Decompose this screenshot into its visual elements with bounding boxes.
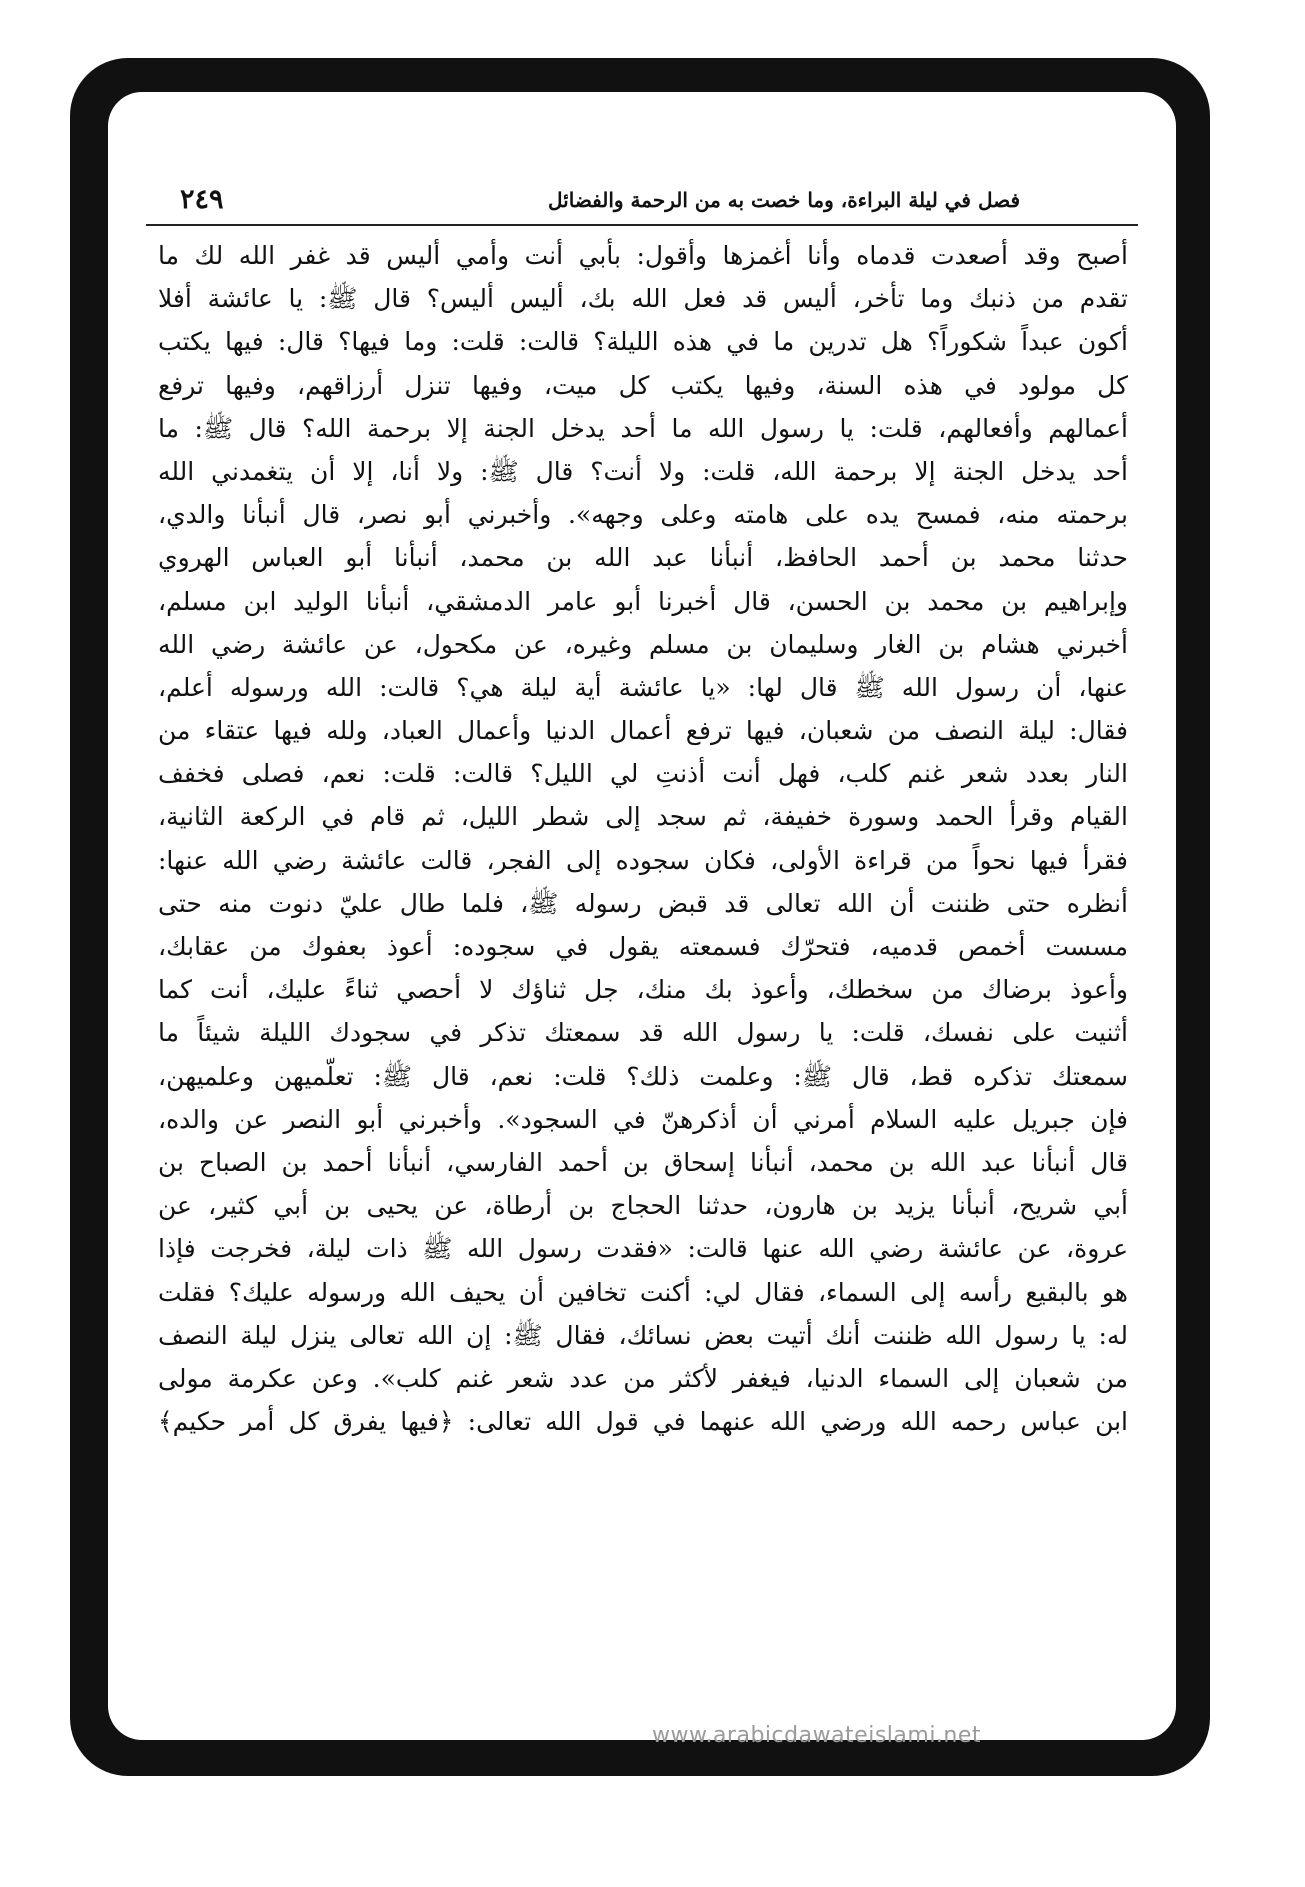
text-line: أحد يدخل الجنة إلا برحمة الله، قلت: ولا أنت؟ قال ﷺ: ولا أنا، إلا أن يتغمدني الله: [158, 456, 1128, 486]
website-watermark: www.arabicdawateislami.net: [652, 1723, 982, 1748]
text-line: وأعوذ برضاك من سخطك، وأعوذ بك منك، جل ثناؤك لا أحصي ثناءً عليك، أنت كما: [158, 975, 1128, 1005]
header-divider: [146, 224, 1138, 226]
text-line: عروة، عن عائشة رضي الله عنها قالت: «فقدت رسول الله ﷺ ذات ليلة، فخرجت فإذا: [158, 1234, 1128, 1264]
text-line: فقرأ فيها نحواً من قراءة الأولى، فكان سجوده إلى الفجر، قالت عائشة رضي الله عنها:: [158, 845, 1128, 875]
text-line: القيام وقرأ الحمد وسورة خفيفة، ثم سجد إلى شطر الليل، ثم قام في الركعة الثانية،: [158, 802, 1128, 832]
text-line: له: يا رسول الله ظننت أنك أتيت بعض نسائك، فقال ﷺ: إن الله تعالى ينزل ليلة النصف: [158, 1320, 1128, 1350]
page-header: [146, 182, 1138, 226]
text-line: ابن عباس رحمه الله ورضي الله عنهما في قول الله تعالى: ﴿فيها يفرق كل أمر حكيم﴾: [158, 1407, 1128, 1437]
text-line: سمعتك تذكره قط، قال ﷺ: وعلمت ذلك؟ قلت: نعم، قال ﷺ: تعلّميهن وعلميهن،: [158, 1061, 1128, 1091]
text-line: فإن جبريل عليه السلام أمرني أن أذكرهنّ في السجود». وأخبرني أبو النصر عن والده،: [158, 1104, 1128, 1134]
text-line: أثنيت على نفسك، قلت: يا رسول الله قد سمعتك تذكر في سجودك الليلة شيئاً ما: [158, 1018, 1128, 1048]
text-line: أنظره حتى ظننت أن الله تعالى قد قبض رسوله ﷺ، فلما طال عليّ دنوت منه حتى: [158, 888, 1128, 918]
text-line: النار بعدد شعر غنم كلب، فهل أنت أذنتِ لي الليل؟ قالت: قلت: نعم، فصلى فخفف: [158, 759, 1128, 789]
text-line: فقال: ليلة النصف من شعبان، فيها ترفع أعمال الدنيا وأعمال العباد، ولله فيها عتقاء من: [158, 716, 1128, 746]
text-line: عنها، أن رسول الله ﷺ قال لها: «يا عائشة أية ليلة هي؟ قالت: الله ورسوله أعلم،: [158, 672, 1128, 702]
text-line: برحمته منه، فمسح يده على هامته وعلى وجهه». وأخبرني أبو نصر، قال أنبأنا والدي،: [158, 500, 1128, 530]
text-line: أكون عبداً شكوراً؟ هل تدرين ما في هذه الليلة؟ قالت: قلت: وما فيها؟ قال: فيها يكتب: [158, 327, 1128, 357]
book-page: [108, 92, 1176, 1740]
text-line: حدثنا محمد بن أحمد الحافظ، أنبأنا عبد الله بن محمد، أنبأنا أبو العباس الهروي: [158, 543, 1128, 573]
text-line: أخبرني هشام بن الغار وسليمان بن مسلم وغيره، عن مكحول، عن عائشة رضي الله: [158, 629, 1128, 659]
page-number: ٢٤٩: [180, 184, 224, 215]
page-body-text: [158, 234, 1128, 1443]
text-line: وإبراهيم بن محمد بن الحسن، قال أخبرنا أبو عامر الدمشقي، أنبأنا الوليد ابن مسلم،: [158, 586, 1128, 616]
text-line: هو بالبقيع رأسه إلى السماء، فقال لي: أكنت تخافين أن يحيف الله ورسوله عليك؟ فقلت: [158, 1277, 1128, 1307]
text-line: أصبح وقد أصعدت قدماه وأنا أغمزها وأقول: بأبي أنت وأمي أليس قد غفر الله لك ما: [158, 241, 1128, 270]
text-line: كل مولود في هذه السنة، وفيها يكتب كل ميت، وفيها تنزل أرزاقهم، وفيها ترفع: [158, 370, 1128, 400]
chapter-title: فصل في ليلة البراءة، وما خصت به من الرحمة والفضائل: [548, 188, 1020, 212]
text-line: أعمالهم وأفعالهم، قلت: يا رسول الله ما أحد يدخل الجنة إلا برحمة الله؟ قال ﷺ: ما: [158, 413, 1128, 443]
text-line: قال أنبأنا عبد الله بن محمد، أنبأنا إسحاق بن أحمد الفارسي، أنبأنا أحمد بن الصباح بن: [158, 1147, 1128, 1177]
text-line: مسست أخمص قدميه، فتحرّك فسمعته يقول في سجوده: أعوذ بعفوك من عقابك،: [158, 932, 1128, 961]
text-line: من شعبان إلى السماء الدنيا، فيغفر لأكثر من عدد شعر غنم كلب». وعن عكرمة مولى: [158, 1363, 1128, 1393]
text-line: تقدم من ذنبك وما تأخر، أليس قد فعل الله بك، أليس أليس؟ قال ﷺ: يا عائشة أفلا: [158, 284, 1128, 314]
text-line: أبي شريح، أنبأنا يزيد بن هارون، حدثنا الحجاج بن أرطاة، عن يحيى بن أبي كثير، عن: [158, 1191, 1128, 1221]
